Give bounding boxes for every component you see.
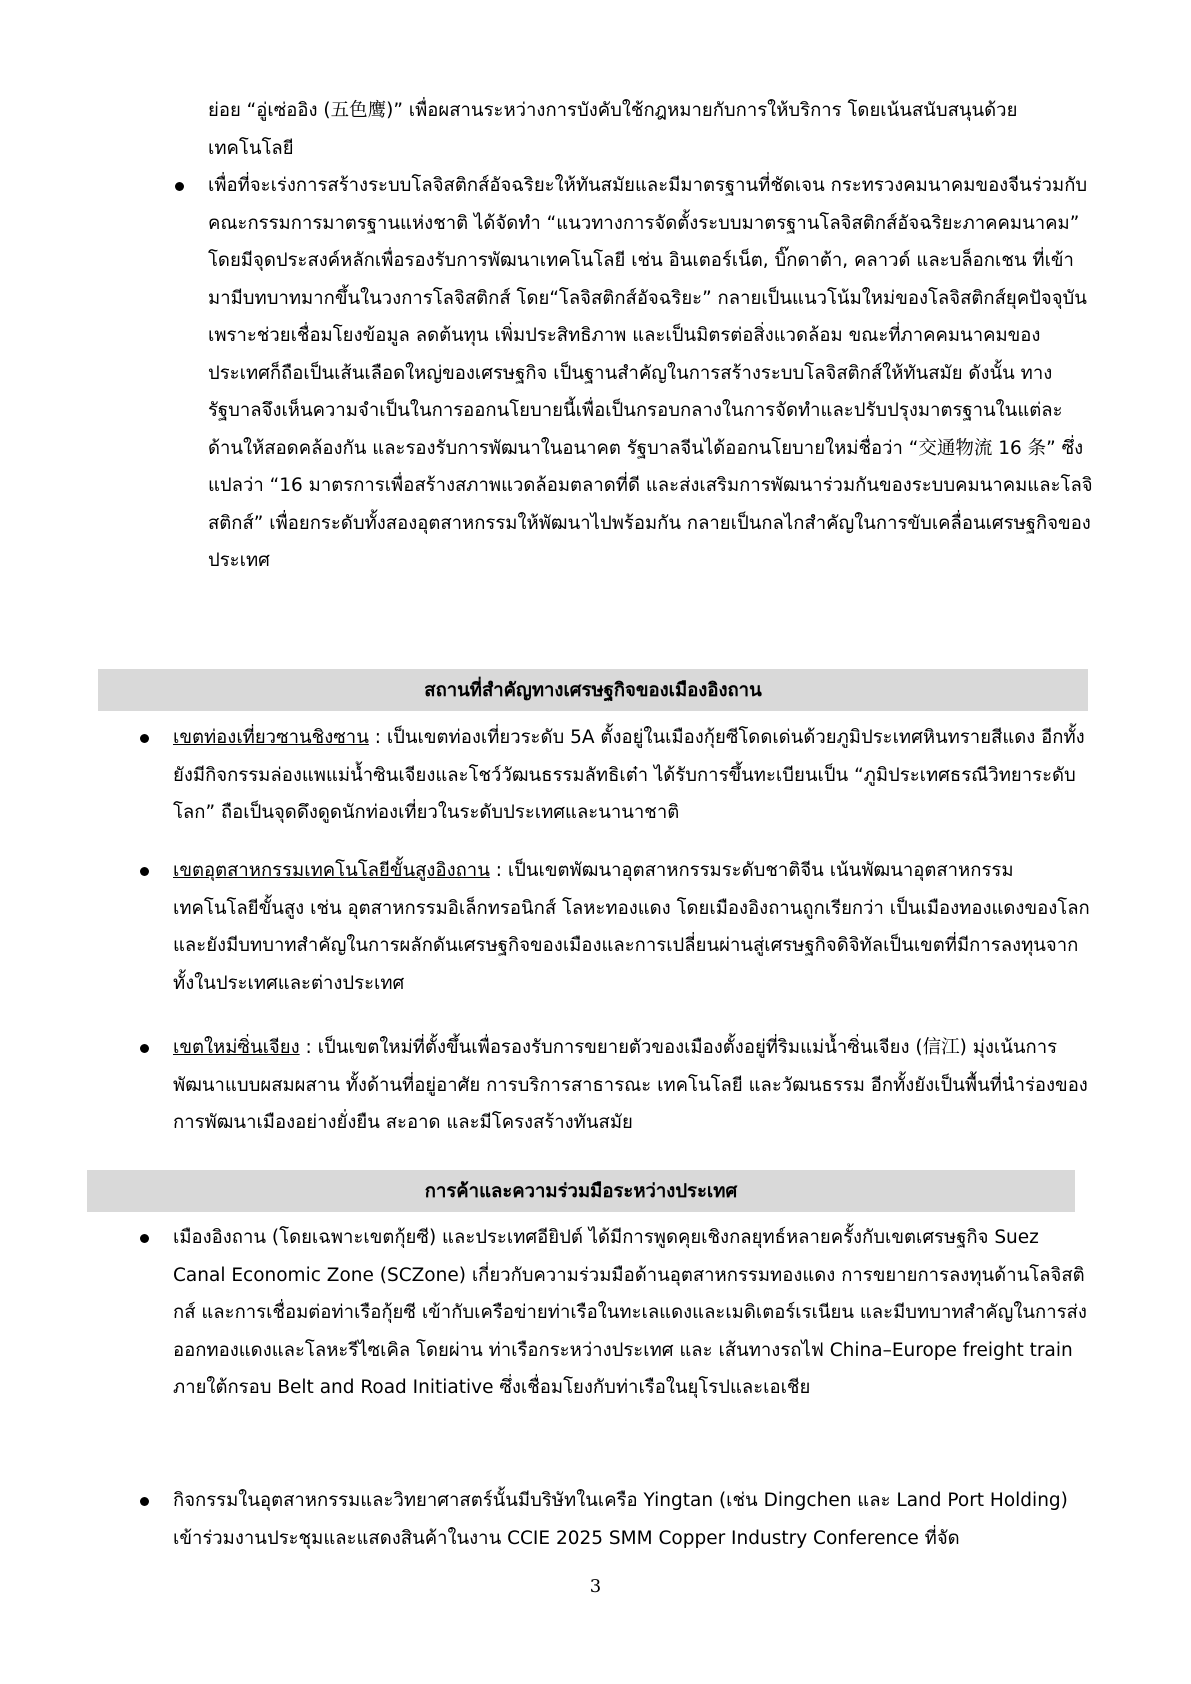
section-header-economic-places xyxy=(98,669,1088,711)
place-description: : เป็นเขตท่องเที่ยวระดับ 5A ตั้งอยู่ในเมืองกุ้ยซีโดดเด่นด้วยภูมิประเทศหินทรายสีแดง อีกทั้งยังมีกิจกรรมล่องแพแม่น้ำซินเจียงและโชว์วัฒนธรรมลัทธิเต๋า ได้รับการขึ้นทะเบียนเป็น “ภูมิประเทศธรณีวิทยาระดับโลก” ถือเป็นจุดดึงดูดนักท่องเที่ยวในระดับประเทศและนานาชาติ xyxy=(173,727,1085,823)
list-item-text xyxy=(173,1029,1095,1142)
list-item-sanqingshan xyxy=(135,719,1095,832)
list-item-egypt-cooperation xyxy=(135,1219,1095,1407)
list-item-text: เมืองอิงถาน (โดยเฉพาะเขตกุ้ยซี) และประเทศอียิปต์ ได้มีการพูดคุยเชิงกลยุทธ์หลายครั้งกับเขตเศรษฐกิจ Suez Canal Economic Zone (SCZone) เกี่ยวกับความร่วมมือด้านอุตสาหกรรมทองแดง การขยายการลงทุนด้านโลจิสติกส์ และการเชื่อมต่อท่าเรือกุ้ยซี เข้ากับเครือข่ายท่าเรือในทะเลแดงและเมดิเตอร์เรเนียน และมีบทบาทสำคัญในการส่งออกทองแดงและโลหะรีไซเคิล โดยผ่าน ท่าเรือกระหว่างประเทศ และ เส้นทางรถไฟ China–Europe freight train ภายใต้กรอบ Belt and Road Initiative ซึ่งเชื่อมโยงกับท่าเรือในยุโรปและเอเชีย xyxy=(173,1227,1087,1398)
page-number: 3 xyxy=(589,1576,602,1597)
list-item-text xyxy=(173,852,1095,1002)
place-description: : เป็นเขตใหม่ที่ตั้งขึ้นเพื่อรองรับการขยายตัวของเมืองตั้งอยู่ที่ริมแม่น้ำซิ่นเจียง (信江) มุ่งเน้นการพัฒนาแบบผสมผสาน ทั้งด้านที่อยู่อาศัย การบริการสาธารณะ เทคโนโลยี และวัฒนธรรม อีกทั้งยังเป็นพื้นที่นำร่องของการพัฒนาเมืองอย่างยั่งยืน สะอาด และมีโครงสร้างทันสมัย xyxy=(173,1037,1088,1133)
intro-bullet-text: เพื่อที่จะเร่งการสร้างระบบโลจิสติกส์อัจฉริยะให้ทันสมัยและมีมาตรฐานที่ชัดเจน กระทรวงคมนาคมของจีนร่วมกับคณะกรรมการมาตรฐานแห่งชาติ ได้จัดทำ “แนวทางการจัดตั้งระบบมาตรฐานโลจิสติกส์อัจฉริยะภาคคมนาคม” โดยมีจุดประสงค์หลักเพื่อรองรับการพัฒนาเทคโนโลยี เช่น อินเตอร์เน็ต, บิ๊กดาต้า, คลาวด์ และบล็อกเชน ที่เข้ามามีบทบาทมากขึ้นในวงการโลจิสติกส์ โดย“โลจิสติกส์อัจฉริยะ” กลายเป็นแนวโน้มใหม่ของโลจิสติกส์ยุคปัจจุบัน เพราะช่วยเชื่อมโยงข้อมูล ลดต้นทุน เพิ่มประสิทธิภาพ และเป็นมิตรต่อสิ่งแวดล้อม ขณะที่ภาคคมนาคมของประเทศก็ถือเป็นเส้นเลือดใหญ่ของเศรษฐกิจ เป็นฐานสำคัญในการสร้างระบบโลจิสติกส์ให้ทันสมัย ดังนั้น ทางรัฐบาลจึงเห็นความจำเป็นในการออกนโยบายนี้เพื่อเป็นกรอบกลางในการจัดทำและปรับปรุงมาตรฐานในแต่ละด้านให้สอดคล้องกัน และรองรับการพัฒนาในอนาคต รัฐบาลจีนได้ออกนโยบายใหม่ชื่อว่า “交通物流 16 条” ซึ่งแปลว่า “16 มาตรการเพื่อสร้างสภาพแวดล้อมตลาดที่ดี และส่งเสริมการพัฒนาร่วมกันของระบบคมนาคมและโลจิสติกส์” เพื่อยกระดับทั้งสองอุตสาหกรรมให้พัฒนาไปพร้อมกัน กลายเป็นกลไกสำคัญในการขับเคลื่อนเศรษฐกิจของประเทศ xyxy=(208,175,1093,571)
section-title: สถานที่สำคัญทางเศรษฐกิจของเมืองอิงถาน xyxy=(424,679,762,701)
bullet-icon xyxy=(140,1234,149,1243)
place-term: เขตท่องเที่ยวซานชิงซาน xyxy=(173,727,369,748)
list-item-industry-activities xyxy=(135,1482,1095,1557)
intro-continuation: ย่อย “อู่เซ่ออิง (五色鹰)” เพื่อผสานระหว่างการบังคับใช้กฎหมายกับการให้บริการ โดยเน้นสนับสนุนด้วยเทคโนโลยี xyxy=(208,100,1018,159)
list-item-text: กิจกรรมในอุตสาหกรรมและวิทยาศาสตร์นั้นมีบริษัทในเครือ Yingtan (เช่น Dingchen และ Land Port Holding) เข้าร่วมงานประชุมและแสดงสินค้าในงาน CCIE 2025 SMM Copper Industry Conference ที่จัด xyxy=(173,1490,1068,1549)
place-term: เขตใหม่ซิ่นเจียง xyxy=(173,1037,300,1058)
intro-bullet xyxy=(170,167,1095,580)
bullet-icon xyxy=(140,1497,149,1506)
list-item-xinjiang-new-area xyxy=(135,1029,1095,1142)
bullet-icon xyxy=(175,182,184,191)
bullet-icon xyxy=(140,1044,149,1053)
list-item-text xyxy=(173,719,1095,832)
bullet-icon xyxy=(140,867,149,876)
place-description: : เป็นเขตพัฒนาอุตสาหกรรมระดับชาติจีน เน้นพัฒนาอุตสาหกรรมเทคโนโลยีขั้นสูง เช่น อุตสาหกรรมอิเล็กทรอนิกส์ โลหะทองแดง โดยเมืองอิงถานถูกเรียกว่า เป็นเมืองทองแดงของโลก และยังมีบทบาทสำคัญในการผลักดันเศรษฐกิจของเมืองและการเปลี่ยนผ่านสู่เศรษฐกิจดิจิทัลเป็นเขตที่มีการลงทุนจากทั้งในประเทศและต่างประเทศ xyxy=(173,860,1090,994)
section-title: การค้าและความร่วมมือระหว่างประเทศ xyxy=(424,1180,738,1202)
place-term: เขตอุตสาหกรรมเทคโนโลยีขั้นสูงอิงถาน xyxy=(173,860,490,881)
section-header-trade xyxy=(87,1170,1075,1212)
bullet-icon xyxy=(140,734,149,743)
list-item-high-tech-zone xyxy=(135,852,1095,1002)
